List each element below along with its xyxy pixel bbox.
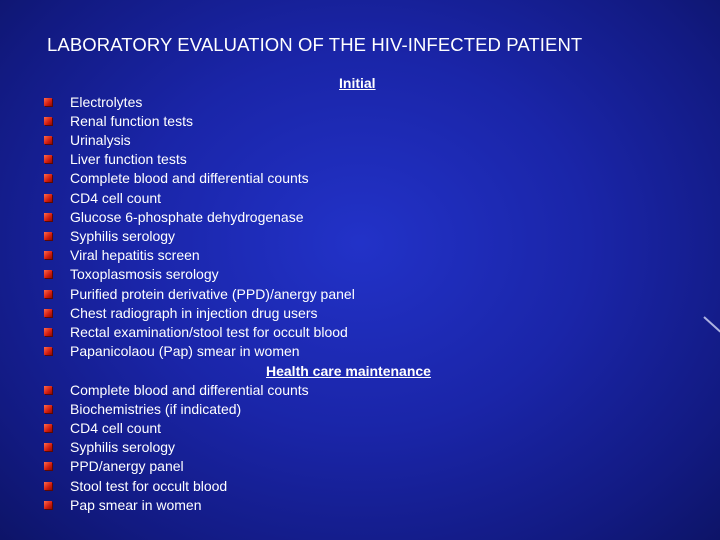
list-item bbox=[44, 226, 664, 245]
red-square-bullet-icon bbox=[44, 328, 52, 336]
list-item-text: Urinalysis bbox=[70, 131, 131, 148]
list-item-text: Stool test for occult blood bbox=[70, 477, 228, 494]
list-item bbox=[44, 418, 664, 437]
list-item bbox=[44, 150, 664, 169]
red-square-bullet-icon bbox=[44, 136, 52, 144]
list-item-text: Renal function tests bbox=[70, 112, 193, 129]
list-item bbox=[44, 380, 664, 399]
red-square-bullet-icon bbox=[44, 117, 52, 125]
list-item-text: Rectal examination/stool test for occult blood bbox=[70, 323, 348, 340]
red-square-bullet-icon bbox=[44, 424, 52, 432]
list-item-text: CD4 cell count bbox=[70, 189, 162, 206]
red-square-bullet-icon bbox=[44, 290, 52, 298]
red-square-bullet-icon bbox=[44, 155, 52, 163]
list-item bbox=[44, 130, 664, 149]
list-item bbox=[44, 111, 664, 130]
red-square-bullet-icon bbox=[44, 443, 52, 451]
red-square-bullet-icon bbox=[44, 232, 52, 240]
list-item bbox=[44, 246, 664, 265]
list-item-text: CD4 cell count bbox=[70, 419, 162, 436]
red-square-bullet-icon bbox=[44, 309, 52, 317]
list-item bbox=[44, 495, 664, 514]
list-item-text: Syphilis serology bbox=[70, 227, 176, 244]
list-item-text: Glucose 6-phosphate dehydrogenase bbox=[70, 208, 304, 225]
list-item-text: Chest radiograph in injection drug users bbox=[70, 304, 318, 321]
red-square-bullet-icon bbox=[44, 347, 52, 355]
red-square-bullet-icon bbox=[44, 194, 52, 202]
list-item bbox=[44, 399, 664, 418]
red-square-bullet-icon bbox=[44, 482, 52, 490]
list-item-text: Papanicolaou (Pap) smear in women bbox=[70, 343, 300, 360]
slide-title: LABORATORY EVALUATION OF THE HIV-INFECTED PATIENT bbox=[47, 34, 583, 55]
list-item bbox=[44, 322, 664, 341]
section-heading-maintenance: Health care maintenance bbox=[266, 363, 431, 379]
list-item-text: Viral hepatitis screen bbox=[70, 247, 200, 264]
list-item bbox=[44, 169, 664, 188]
list-item bbox=[44, 438, 664, 457]
list-item-text: Complete blood and differential counts bbox=[70, 170, 309, 187]
red-square-bullet-icon bbox=[44, 405, 52, 413]
list-item-text: Pap smear in women bbox=[70, 496, 202, 513]
list-item bbox=[44, 284, 664, 303]
list-item bbox=[44, 476, 664, 495]
red-square-bullet-icon bbox=[44, 98, 52, 106]
list-item-text: PPD/anergy panel bbox=[70, 458, 184, 475]
list-item bbox=[44, 457, 664, 476]
list-item-text: Biochemistries (if indicated) bbox=[70, 400, 242, 417]
red-square-bullet-icon bbox=[44, 462, 52, 470]
section-heading-initial: Initial bbox=[339, 75, 376, 91]
red-square-bullet-icon bbox=[44, 270, 52, 278]
list-item-text: Toxoplasmosis serology bbox=[70, 266, 219, 283]
list-item bbox=[44, 303, 664, 322]
red-square-bullet-icon bbox=[44, 213, 52, 221]
red-square-bullet-icon bbox=[44, 501, 52, 509]
list-item-text: Liver function tests bbox=[70, 151, 187, 168]
list-item bbox=[44, 188, 664, 207]
red-square-bullet-icon bbox=[44, 174, 52, 182]
list-item bbox=[44, 92, 664, 111]
red-square-bullet-icon bbox=[44, 251, 52, 259]
list-item-text: Syphilis serology bbox=[70, 439, 176, 456]
red-square-bullet-icon bbox=[44, 386, 52, 394]
list-item bbox=[44, 265, 664, 284]
list-item bbox=[44, 207, 664, 226]
list-item-text: Complete blood and differential counts bbox=[70, 381, 309, 398]
list-item-text: Electrolytes bbox=[70, 93, 143, 110]
list-item-text: Purified protein derivative (PPD)/anergy panel bbox=[70, 285, 355, 302]
list-item bbox=[44, 342, 664, 361]
